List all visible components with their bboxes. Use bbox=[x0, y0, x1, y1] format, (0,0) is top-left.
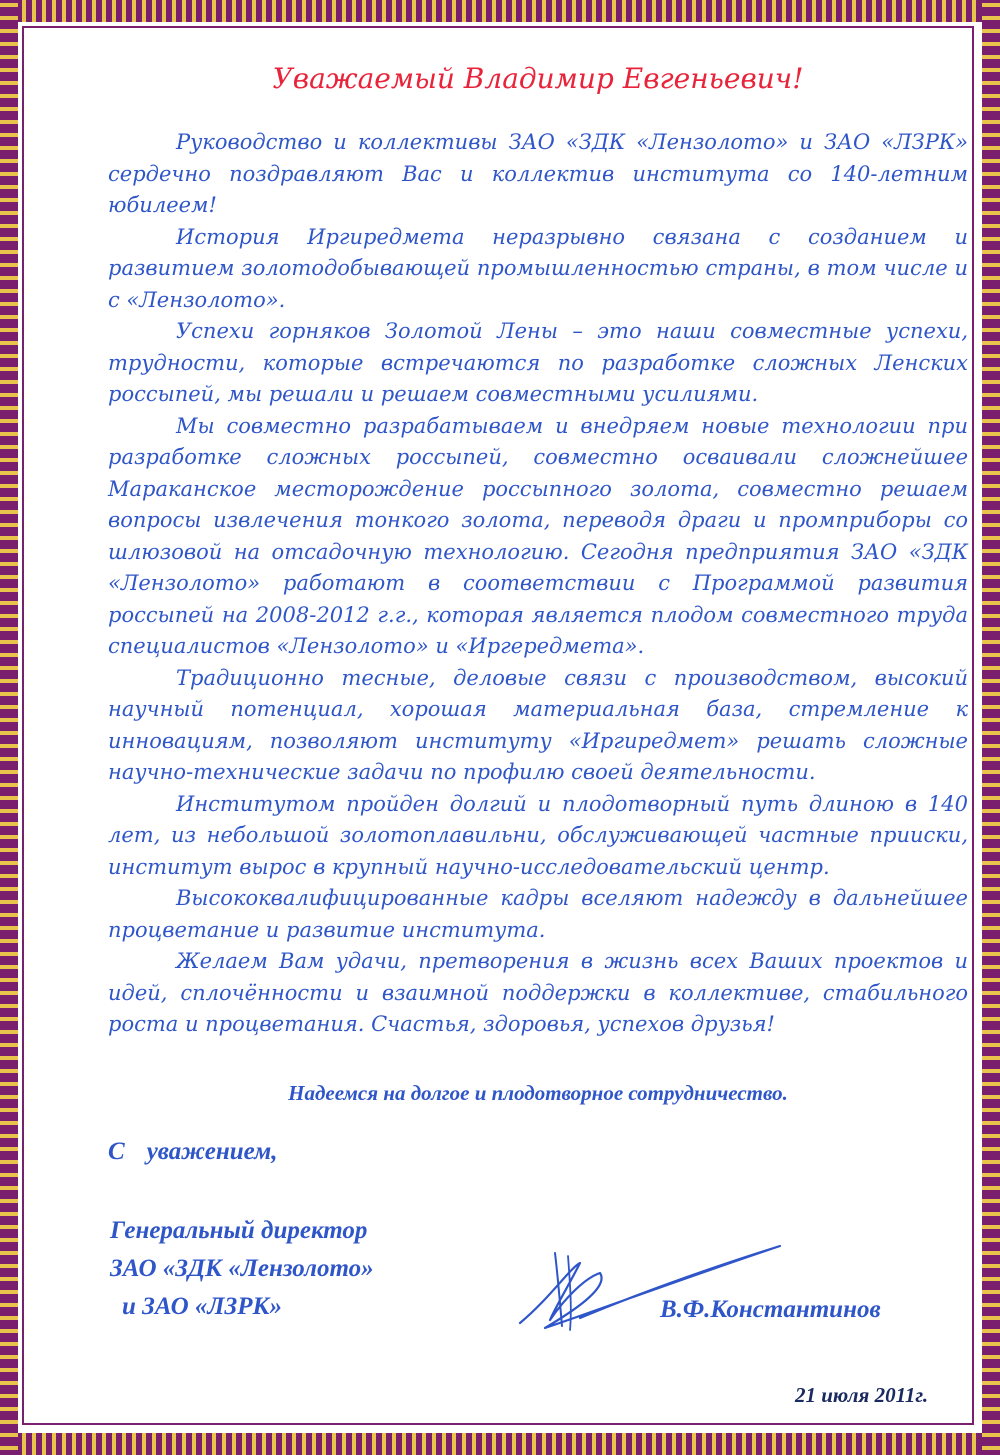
border-top bbox=[0, 0, 1000, 22]
border-right bbox=[982, 0, 1000, 1455]
border-left bbox=[0, 0, 18, 1455]
letter-body bbox=[108, 62, 968, 1106]
regards-word: уважением, bbox=[146, 1138, 278, 1165]
letter-date: 21 июля 2011г. bbox=[795, 1383, 929, 1407]
paragraph: Институтом пройден долгий и плодотворный путь длиною в 140 лет, из небольшой золотоплавильни, обслуживающей частные прииски, институт вырос в крупный научно-исследовательский центр. bbox=[108, 791, 968, 879]
regards-c: С bbox=[108, 1138, 125, 1165]
paragraph: Руководство и коллективы ЗАО «ЗДК «Лензолото» и ЗАО «ЛЗРК» сердечно поздравляют Вас и коллектив института со 140-летним юбилеем! bbox=[108, 130, 968, 217]
signer-position bbox=[110, 1212, 374, 1326]
border-bottom bbox=[0, 1433, 1000, 1455]
regards bbox=[108, 1138, 278, 1166]
paragraph: Традиционно тесные, деловые связи с производством, высокий научный потенциал, хорошая материальная база, стремление к инновациям, позволяют институту «Иргиредмет» решать сложные научно-технические задачи по профилю своей деятельности. bbox=[108, 665, 968, 784]
position-line: ЗАО «ЗДК «Лензолото» bbox=[110, 1255, 374, 1282]
paragraph: Желаем Вам удачи, претворения в жизнь всех Ваших проектов и идей, сплочённости и взаимной поддержки в коллективе, стабильного роста и процветания. Счастья, здоровья, успехов друзья! bbox=[108, 949, 968, 1036]
position-line: Генеральный директор bbox=[110, 1217, 368, 1244]
paragraph: Успехи горняков Золотой Лены – это наши совместные успехи, трудности, которые встречаются по разработке сложных Ленских россыпей, мы решали и решаем совместными усилиями. bbox=[108, 319, 968, 406]
greeting: Уважаемый Владимир Евгеньевич! bbox=[272, 62, 804, 95]
paragraph: Мы совместно разрабатываем и внедряем новые технологии при разработке сложных россыпей, совместно осваивали сложнейшее Мараканское месторождение россыпного золота, совместно решаем вопросы извлечения тонкого золота, переводя драги и промприборы со шлюзовой на отсадочную технологию. Сегодня предприятия ЗАО «ЗДК «Лензолото» работают в соответствии с Программой развития россыпей на 2008-2012 г.г., которая является плодом совместного труда специалистов «Лензолото» и «Иргередмета». bbox=[108, 413, 968, 658]
signer-name: В.Ф.Константинов bbox=[660, 1296, 881, 1323]
paragraph: Высококвалифицированные кадры вселяют надежду в дальнейшее процветание и развитие института. bbox=[108, 886, 968, 942]
position-line: и ЗАО «ЛЗРК» bbox=[122, 1293, 282, 1320]
closing-line: Надеемся на долгое и плодотворное сотрудничество. bbox=[288, 1080, 788, 1105]
paragraph: История Иргиредмета неразрывно связана с созданием и развитием золотодобывающей промышленностью страны, в том числе и с «Лензолото». bbox=[108, 224, 968, 312]
